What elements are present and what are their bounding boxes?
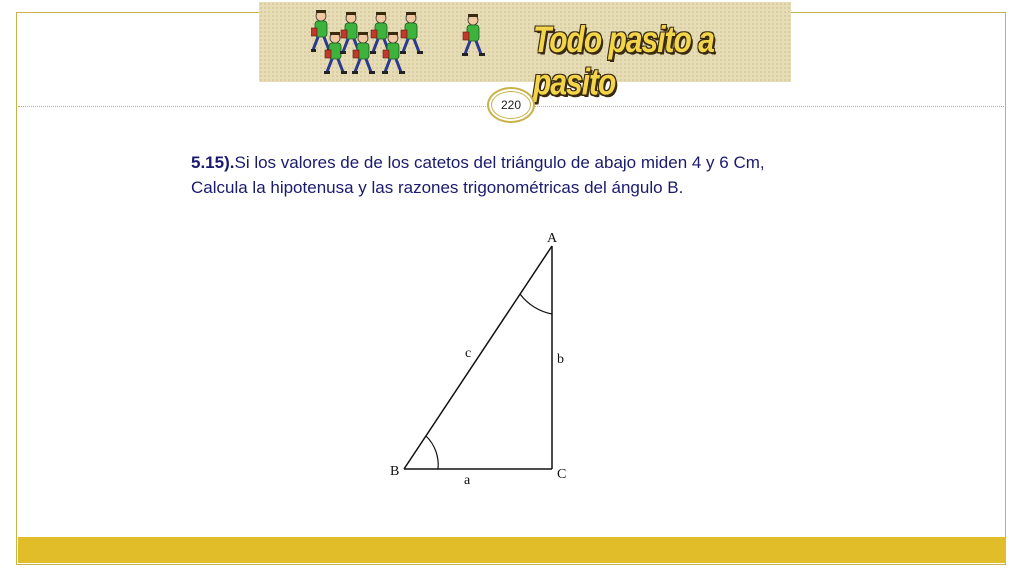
vertex-a-label: A	[547, 231, 558, 246]
page-number: 220	[500, 98, 522, 112]
side-c-label: c	[465, 346, 472, 361]
problem-line-2: Calcula la hipotenusa y las razones trigonométricas del ángulo B.	[191, 178, 684, 197]
page-number-badge	[487, 87, 535, 123]
vertex-b-label: B	[390, 464, 400, 479]
problem-line-1	[191, 150, 891, 175]
angle-b-arc	[426, 436, 438, 469]
walking-students-illustration	[311, 6, 511, 81]
side-c-line	[404, 246, 552, 469]
vertex-c-label: C	[557, 467, 567, 482]
problem-number: 5.15).	[191, 153, 235, 172]
right-triangle-diagram	[380, 222, 600, 497]
banner-title: Todo pasito a pasito	[533, 19, 714, 104]
problem-statement	[191, 150, 891, 200]
problem-text-1: Si los valores de de los catetos del triángulo de abajo miden 4 y 6 Cm,	[234, 153, 765, 172]
side-b-label: b	[557, 352, 564, 367]
footer-bar	[18, 537, 1006, 563]
header-banner	[259, 2, 791, 104]
angle-a-arc	[520, 294, 552, 314]
side-a-label: a	[464, 473, 471, 488]
